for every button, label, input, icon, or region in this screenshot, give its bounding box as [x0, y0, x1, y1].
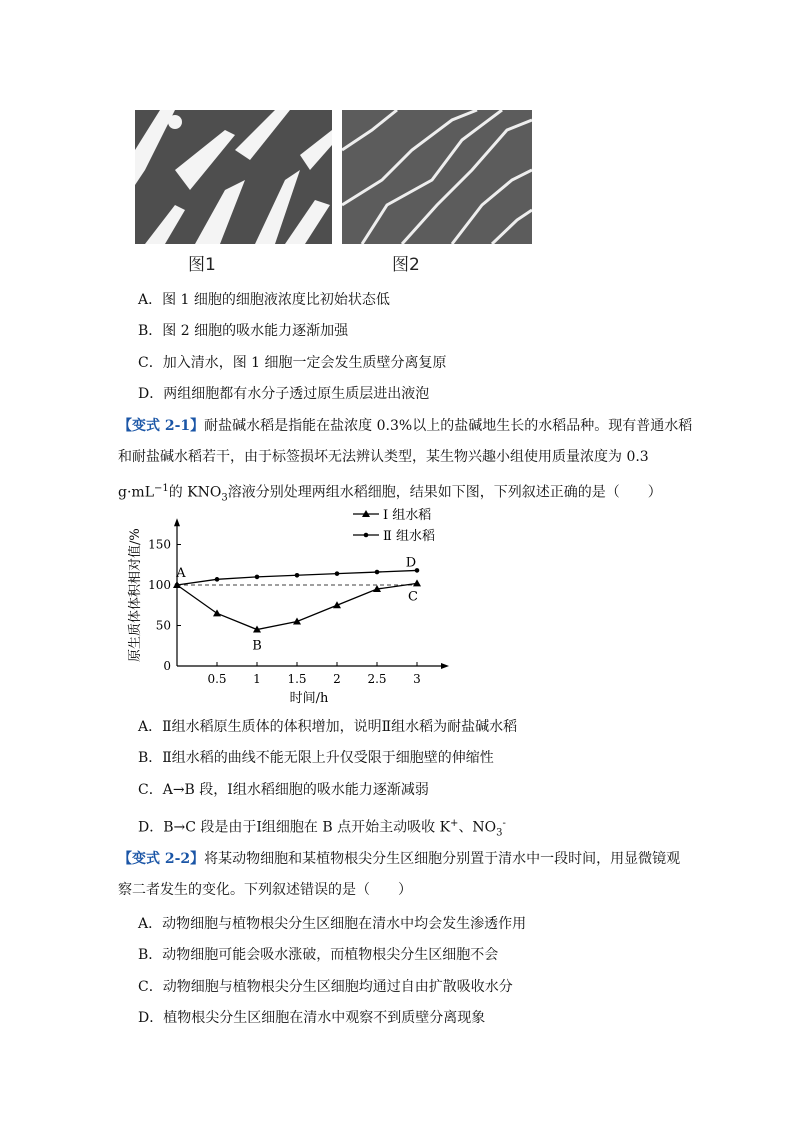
x-tick-label: 1.5: [287, 672, 307, 686]
x-tick-label: 0.5: [207, 672, 227, 686]
variant-2-2-tag: 【变式 2-2】: [118, 851, 205, 867]
x-tick-label: 1: [253, 672, 261, 686]
figure-2-caption: 图2: [392, 255, 420, 275]
series-2-point: [215, 577, 220, 582]
point-label-b: B: [252, 638, 262, 654]
q1-option-c: C．加入清水，图 1 细胞一定会发生质壁分离复原: [138, 355, 447, 371]
x-axis-label: 时间/h: [289, 691, 329, 705]
legend-marker-2: [364, 533, 369, 538]
series-2-point: [375, 570, 380, 575]
variant-2-1-stem-line-1: 耐盐碱水稻是指能在盐浓度 0.3%以上的盐碱地生长的水稻品种。现有普通水稻: [204, 418, 693, 434]
x-tick-label: 2.5: [367, 672, 387, 686]
variant-2-2-stem-line-2: 察二者发生的变化。下列叙述错误的是（ ）: [118, 882, 412, 898]
v22-option-a: A．动物细胞与植物根尖分生区细胞在清水中均会发生渗透作用: [138, 916, 527, 932]
series-1-point: [413, 579, 421, 586]
x-tick-label: 3: [413, 672, 421, 686]
legend-label-1: Ⅰ 组水稻: [383, 508, 432, 523]
micrograph-figure-2: [342, 110, 532, 244]
y-axis-arrow: [174, 518, 180, 526]
x-tick-label: 2: [333, 672, 341, 686]
variant-2-1-tag: 【变式 2-1】: [118, 418, 205, 434]
v22-option-c: C．动物细胞与植物根尖分生区细胞均通过自由扩散吸收水分: [138, 979, 513, 995]
series-1-point: [213, 609, 221, 616]
variant-2-1-stem: [118, 411, 698, 513]
micrograph-figure-2-image: [342, 110, 532, 244]
v21-option-b: B．Ⅱ组水稻的曲线不能无限上升仅受限于细胞壁的伸缩性: [138, 750, 494, 766]
point-label-a: A: [176, 566, 186, 581]
legend-label-2: Ⅱ 组水稻: [383, 529, 435, 544]
point-label-d: D: [405, 555, 417, 571]
figure-1-caption: 图1: [188, 255, 216, 275]
y-tick-label: 0: [163, 659, 171, 673]
variant-2-2-stem-line-1: 将某动物细胞和某植物根尖分生区细胞分别置于清水中一段时间，用显微镜观: [204, 851, 681, 867]
y-tick-label: 150: [148, 537, 171, 552]
v21-option-d: D．B→C 段是由于Ⅰ组细胞在 B 点开始主动吸收 K+、$NO_3^-$: [138, 818, 506, 839]
variant-2-1-stem-line-2: 和耐盐碱水稻若干，由于标签损坏无法辨认类型，某生物兴趣小组使用质量浓度为 0.3: [118, 449, 649, 465]
q1-option-d: D．两组细胞都有水分子透过原生质层进出液泡: [138, 386, 430, 402]
series-2-point: [295, 573, 300, 578]
point-label-c: C: [408, 589, 418, 605]
q1-option-b: B．图 2 细胞的吸水能力逐渐加强: [138, 323, 349, 339]
v21-option-a: A．Ⅱ组水稻原生质体的体积增加，说明Ⅱ组水稻为耐盐碱水稻: [138, 719, 518, 735]
v22-option-d: D．植物根尖分生区细胞在清水中观察不到质壁分离现象: [138, 1010, 486, 1026]
series-2-point: [335, 571, 340, 576]
y-tick-label: 50: [155, 618, 171, 633]
series-2-point: [255, 575, 260, 580]
series-2-point: [175, 583, 180, 588]
v22-option-b: B．动物细胞可能会吸水涨破，而植物根尖分生区细胞不会: [138, 947, 499, 963]
micrograph-figure-1: [135, 110, 332, 244]
q1-option-a: A．图 1 细胞的细胞液浓度比初始状态低: [138, 292, 390, 308]
v21-option-c: C．A→B 段，Ⅰ组水稻细胞的吸水能力逐渐减弱: [138, 782, 429, 798]
variant-2-2-stem: [118, 844, 698, 906]
x-axis-arrow: [441, 663, 449, 669]
protoplast-volume-chart: [125, 505, 455, 705]
y-axis-label: 原生质体体积相对值/%: [128, 528, 143, 662]
variant-2-1-stem-line-3: $g\cdot mL^{-1}$的 $KNO_3$溶液分别处理两组水稻细胞，结果如下图，下列叙述正确的是（ ）: [118, 483, 662, 504]
series-2-line: [177, 570, 417, 585]
micrograph-figure-1-image: [135, 110, 332, 244]
y-tick-label: 100: [148, 578, 171, 592]
